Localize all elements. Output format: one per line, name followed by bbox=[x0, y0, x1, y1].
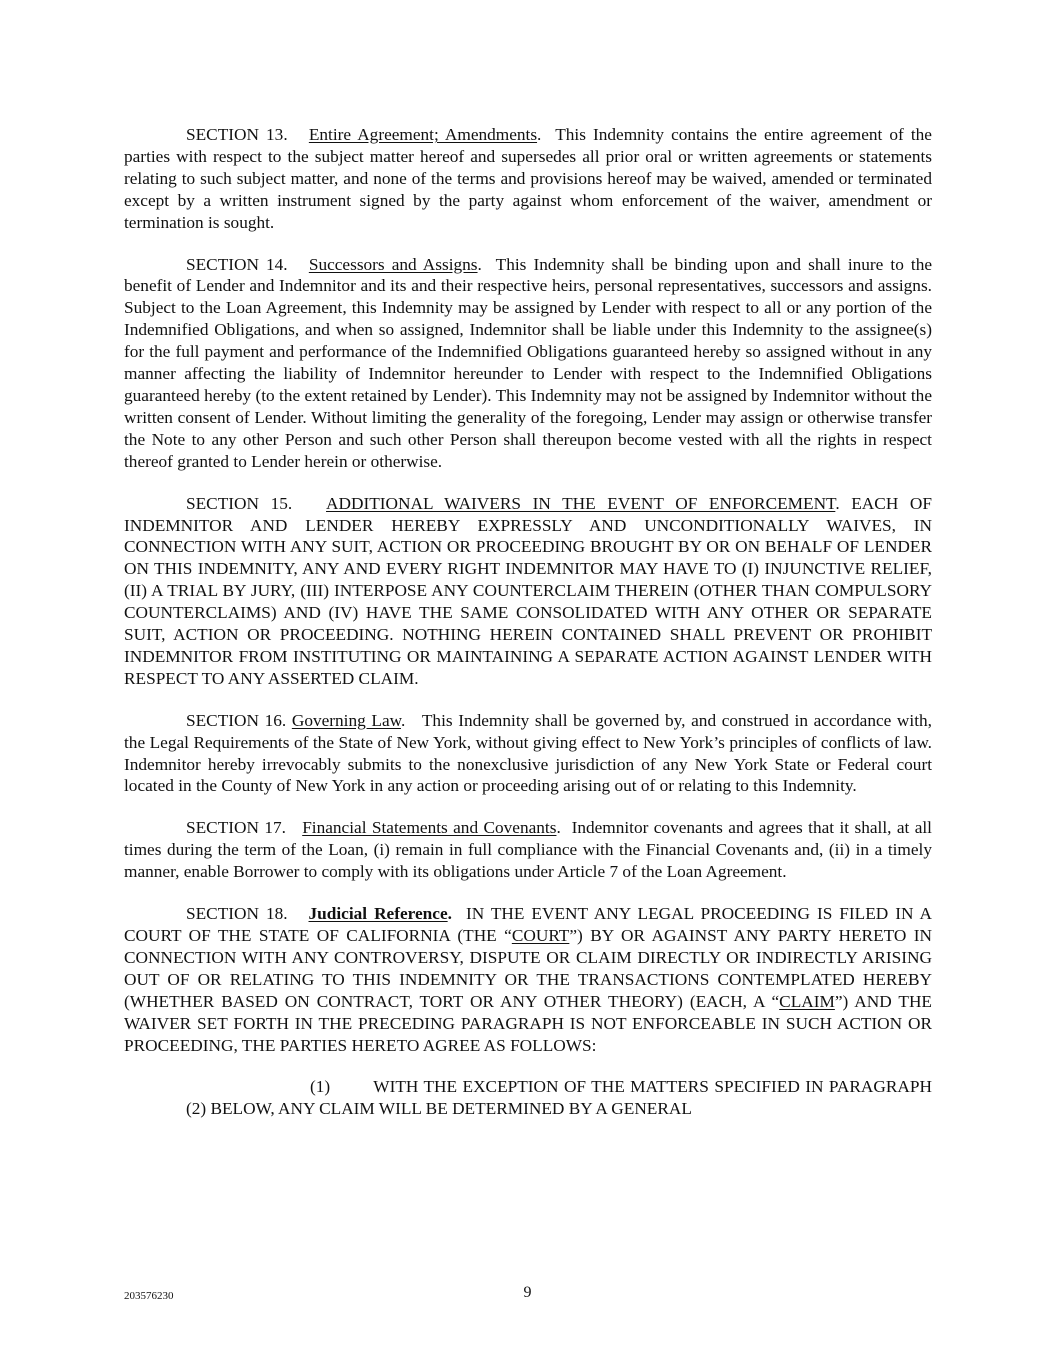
section-17: SECTION 17. Financial Statements and Covenants. Indemnitor covenants and agrees that it shall, at all times during the term of the Loan, (i) remain in full compliance with the Financial Covenants and, (ii) in a timely manner, enable Borrower to comply with its obligations under Article 7 of the Loan Agreement. bbox=[124, 818, 932, 882]
section-body: This Indemnity contains the entire agreement of the parties with respect to the subject matter hereof and supersedes all prior oral or written agreements or statements relating to such subject matter, and none of the terms and provisions hereof may be waived, amended or terminated except by a written instrument signed by the party against whom enforcement of the waiver, amendment or termination is sought. bbox=[124, 125, 932, 232]
section-label: SECTION 17. bbox=[186, 818, 286, 838]
section-heading: ADDITIONAL WAIVERS IN THE EVENT OF ENFORCEMENT bbox=[326, 493, 836, 513]
section-heading: Entire Agreement; Amendments bbox=[308, 125, 538, 144]
section-14: SECTION 14. Successors and Assigns. This Indemnity shall be binding upon and shall inure to the benefit of Lender and Indemnitor and its and their respective heirs, personal representatives, successors and assigns. Subject to the Loan Agreement, this Indemnity may be assigned by Lender with respect to all or any portion of the Indemnified Obligations, and when so assigned, Indemnitor shall be liable under this Indemnity to the assignee(s) for the full payment and performance of the Indemnified Obligations guaranteed hereby so assigned without in any manner affecting the liability of Indemnitor hereunder to Lender with respect to the Indemnified Obligations guaranteed hereby (to the extent retained by Lender). This Indemnity may not be assigned by Indemnitor without the written consent of Lender. Without limiting the generality of the foregoing, Lender may assign or otherwise transfer the Note to any other Person and such other Person shall thereupon become vested with all the rights in respect thereof granted to Lender herein or otherwise. bbox=[124, 254, 933, 471]
section-heading: Financial Statements and Covenants bbox=[302, 818, 557, 838]
section-body: Indemnitor covenants and agrees that it shall, at all times during the term of the Loan, (i) remain in full compliance with the Financial Covenants and, (ii) in a timely manner, enable Borrower to comply with its obligations under Article 7 of the Loan Agreement. bbox=[124, 818, 932, 882]
section-18: SECTION 18. Judicial Reference. IN THE EVENT ANY LEGAL PROCEEDING IS FILED IN A COURT OF THE STATE OF CALIFORNIA (THE “COURT”) BY OR AGAINST ANY PARTY HERETO IN CONNECTION WITH ANY CONTROVERSY, DISPUTE OR CLAIM DIRECTLY OR INDIRECTLY ARISING OUT OF OR RELATING TO THIS INDEMNITY OR THE TRANSACTIONS CONTEMPLATED HEREBY (WHETHER BASED ON CONTRACT, TORT OR ANY OTHER THEORY) (EACH, A “CLAIM”) AND THE WAIVER SET FORTH IN THE PRECEDING PARAGRAPH IS NOT ENFORCEABLE IN SUCH ACTION OR PROCEEDING, THE PARTIES HERETO AGREE AS FOLLOWS: bbox=[124, 904, 933, 1055]
defined-term-claim: CLAIM bbox=[779, 991, 835, 1011]
section-label: SECTION 13. bbox=[186, 125, 288, 144]
section-label: SECTION 18. bbox=[186, 904, 288, 924]
item-number: (1) bbox=[310, 1077, 331, 1097]
section-16: SECTION 16. Governing Law. This Indemnity shall be governed by, and construed in accordance with, the Legal Requirements of the State of New York, without giving effect to New York’s principles of conflicts of law. Indemnitor hereby irrevocably submits to the nonexclusive jurisdiction of any New York State or Federal court located in the County of New York in any action or proceeding arising out of or relating to this Indemnity. bbox=[124, 710, 932, 796]
section-body: This Indemnity shall be binding upon and shall inure to the benefit of Lender and Indemnitor and its and their respective heirs, personal representatives, successors and assigns. Subject to the Loan Agreement, this Indemnity may be assigned by Lender with respect to all or any portion of the Indemnified Obligations, and when so assigned, Indemnitor shall be liable under this Indemnity to the assignee(s) for the full payment and performance of the Indemnified Obligations guaranteed hereby so assigned without in any manner affecting the liability of Indemnitor hereunder to Lender with respect to the Indemnified Obligations guaranteed hereby (to the extent retained by Lender). This Indemnity may not be assigned by Indemnitor without the written consent of Lender. Without limiting the generality of the foregoing, Lender may assign or otherwise transfer the Note to any other Person and such other Person shall thereupon become vested with all the rights in respect thereof granted to Lender herein or otherwise. bbox=[124, 254, 933, 471]
section-13: SECTION 13. Entire Agreement; Amendments. This Indemnity contains the entire agreement of the parties with respect to the subject matter hereof and supersedes all prior oral or written agreements or statements relating to such subject matter, and none of the terms and provisions hereof may be waived, amended or terminated except by a written instrument signed by the party against whom enforcement of the waiver, amendment or termination is sought. bbox=[124, 125, 932, 232]
section-label: SECTION 16. bbox=[186, 710, 287, 730]
defined-term-court: COURT bbox=[511, 926, 570, 945]
section-heading: Judicial Reference bbox=[308, 904, 448, 924]
document-page bbox=[124, 124, 932, 1120]
section-18-item-1 bbox=[124, 1076, 932, 1120]
footer-document-id: 203576230 bbox=[124, 1290, 174, 1302]
footer-page-number: 9 bbox=[523, 1284, 532, 1301]
section-15: SECTION 15. ADDITIONAL WAIVERS IN THE EVENT OF ENFORCEMENT. EACH OF INDEMNITOR AND LENDER HEREBY EXPRESSLY AND UNCONDITIONALLY WAIVES, IN CONNECTION WITH ANY SUIT, ACTION OR PROCEEDING BROUGHT BY OR ON BEHALF OF LENDER ON THIS INDEMNITY, ANY AND EVERY RIGHT INDEMNITOR MAY HAVE TO (I) INJUNCTIVE RELIEF, (II) A TRIAL BY JURY, (III) INTERPOSE ANY COUNTERCLAIM THEREIN (OTHER THAN COMPULSORY COUNTERCLAIMS) AND (IV) HAVE THE SAME CONSOLIDATED WITH ANY OTHER OR SEPARATE SUIT, ACTION OR PROCEEDING. NOTHING HEREIN CONTAINED SHALL PREVENT OR PROHIBIT INDEMNITOR FROM INSTITUTING OR MAINTAINING A SEPARATE ACTION AGAINST LENDER WITH RESPECT TO ANY ASSERTED CLAIM. bbox=[124, 493, 932, 688]
section-body-part3: ”) AND THE WAIVER SET FORTH IN THE PRECEDING PARAGRAPH IS NOT ENFORCEABLE IN SUCH ACTION OR PROCEEDING, THE PARTIES HERETO AGREE AS FOLLOWS: bbox=[124, 991, 932, 1055]
section-body-part1: IN THE EVENT ANY LEGAL PROCEEDING IS FILED IN A COURT OF THE STATE OF CALIFORNIA (THE “ bbox=[124, 904, 932, 945]
section-label: SECTION 14. bbox=[186, 254, 288, 274]
section-heading: Governing Law bbox=[291, 710, 401, 730]
section-body-part2: ”) BY OR AGAINST ANY PARTY HERETO IN CONNECTION WITH ANY CONTROVERSY, DISPUTE OR CLAIM DIRECTLY OR INDIRECTLY ARISING OUT OF OR RELATING TO THIS INDEMNITY OR THE TRANSACTIONS CONTEMPLATED HEREBY (WHETHER BASED ON CONTRACT, TORT OR ANY OTHER THEORY) (EACH, A “ bbox=[124, 926, 933, 1011]
section-label: SECTION 15. bbox=[186, 493, 293, 513]
section-body: This Indemnity shall be governed by, and construed in accordance with, the Legal Requirements of the State of New York, without giving effect to New York’s principles of conflicts of law. Indemnitor hereby irrevocably submits to the nonexclusive jurisdiction of any New York State or Federal court located in the County of New York in any action or proceeding arising out of or relating to this Indemnity. bbox=[124, 710, 932, 796]
item-text: WITH THE EXCEPTION OF THE MATTERS SPECIFIED IN PARAGRAPH (2) BELOW, ANY CLAIM WILL BE DETERMINED BY A GENERAL bbox=[186, 1077, 932, 1119]
section-heading: Successors and Assigns bbox=[308, 254, 478, 274]
section-body: EACH OF INDEMNITOR AND LENDER HEREBY EXPRESSLY AND UNCONDITIONALLY WAIVES, IN CONNECTION WITH ANY SUIT, ACTION OR PROCEEDING BROUGHT BY OR ON BEHALF OF LENDER ON THIS INDEMNITY, ANY AND EVERY RIGHT INDEMNITOR MAY HAVE TO (I) INJUNCTIVE RELIEF, (II) A TRIAL BY JURY, (III) INTERPOSE ANY COUNTERCLAIM THEREIN (OTHER THAN COMPULSORY COUNTERCLAIMS) AND (IV) HAVE THE SAME CONSOLIDATED WITH ANY OTHER OR SEPARATE SUIT, ACTION OR PROCEEDING. NOTHING HEREIN CONTAINED SHALL PREVENT OR PROHIBIT INDEMNITOR FROM INSTITUTING OR MAINTAINING A SEPARATE ACTION AGAINST LENDER WITH RESPECT TO ANY ASSERTED CLAIM. bbox=[124, 493, 932, 688]
